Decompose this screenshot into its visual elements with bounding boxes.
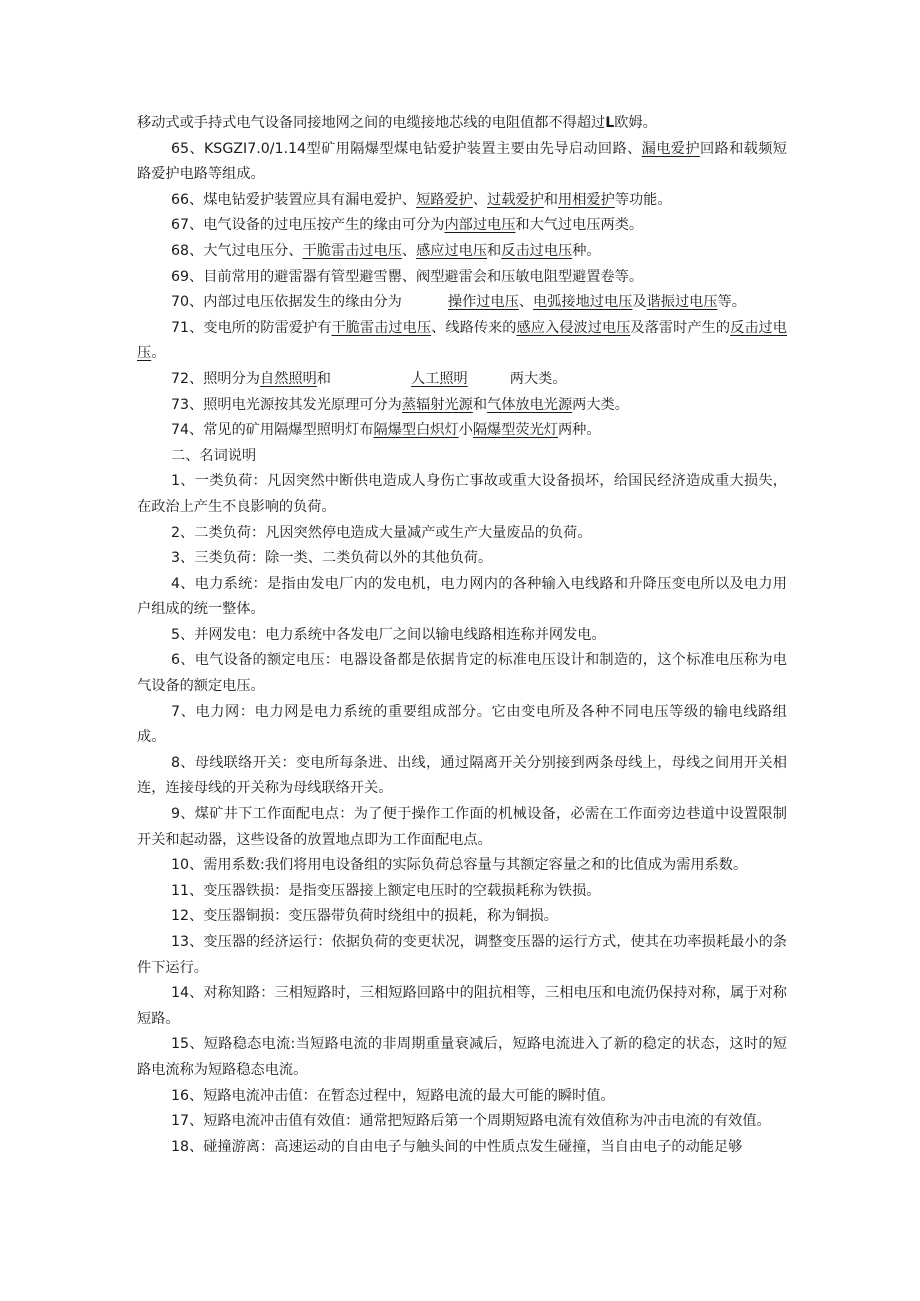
item-66 <box>137 188 787 214</box>
item-68 <box>137 239 787 265</box>
text: 74、常见的矿用隔爆型照明灯布 <box>171 422 374 439</box>
text: 和 <box>316 370 331 387</box>
definition-6: 6、电气设备的额定电压：电器设备都是依据肯定的标准电压设计和制造的，这个标准电压称为电气设备的额定电压。 <box>137 652 787 695</box>
definition-12: 12、变压器铜损：变压器带负荷时绕组中的损耗，称为铜损。 <box>171 908 558 925</box>
answer-blank: 电弧接地过电压 <box>533 294 633 311</box>
text: 等。 <box>717 294 746 311</box>
paragraph-64-continuation <box>137 111 787 137</box>
text: 、线路传来的 <box>431 319 517 336</box>
text: 、 <box>472 191 488 208</box>
definition-1: 1、一类负荷：凡因突然中断供电造成人身伤亡事故或重大设备损坏，给国民经济造成重大损失，在政治上产生不良影响的负荷。 <box>137 473 787 515</box>
text: 种。 <box>572 242 601 259</box>
definition-13: 13、变压器的经济运行：依据负荷的变更状况，调整变压器的运行方式，使其在功率损耗最小的条件下运行。 <box>137 934 787 976</box>
item-74 <box>137 418 787 444</box>
definition-4: 4、电力系统：是指由发电厂内的发电机，电力网内的各种输入电线路和升降压变电所以及电力用户组成的统一整体。 <box>137 575 787 618</box>
text: 小 <box>458 422 473 439</box>
item-72 <box>137 367 787 393</box>
answer-blank: 人工照明 <box>410 370 468 387</box>
item-73 <box>137 393 787 419</box>
definition-11: 11、变压器铁损：是指变压器接上额定电压时的空载损耗称为铁损。 <box>171 882 601 899</box>
answer-blank: 干脆雷击过电压 <box>331 319 432 336</box>
text: 。 <box>151 345 166 362</box>
answer-blank: 操作过电压 <box>447 294 519 311</box>
text: 72、照明分为 <box>171 370 260 387</box>
text: 两大类。 <box>572 396 629 413</box>
document-body <box>137 111 787 1160</box>
definition-8: 8、母线联络开关：变电所每条进、出线，通过隔离开关分别接到两条母线上，母线之间用开关相连，连接母线的开关称为母线联络开关。 <box>137 754 787 797</box>
text: 、 <box>401 242 417 259</box>
item-67 <box>137 213 787 239</box>
text: 71、变电所的防雷爱护有 <box>171 319 332 336</box>
text: 和 <box>472 396 488 413</box>
answer-blank: 漏电爱护 <box>641 140 700 157</box>
definition-15: 15、短路稳态电流:当短路电流的非周期重量衰减后，短路电流进入了新的稳定的状态，这时的短路电流称为短路稳态电流。 <box>137 1036 787 1078</box>
definition-3: 3、三类负荷：除一类、二类负荷以外的其他负荷。 <box>171 550 493 567</box>
answer-blank: 感应入侵波过电压 <box>516 319 631 336</box>
answer-blank: 反击过电压 <box>137 319 787 362</box>
definition-2: 2、二类负荷：凡因突然停电造成大量减产或生产大量废品的负荷。 <box>171 524 592 541</box>
answer-blank: 气体放电光源 <box>487 396 573 413</box>
answer-blank: 隔爆型荧光灯 <box>472 422 558 439</box>
answer-blank: 隔爆型白炽灯 <box>373 422 459 439</box>
text: 及 <box>632 294 647 311</box>
text: 和 <box>543 191 558 208</box>
definition-7: 7、电力网：电力网是电力系统的重要组成部分。它由变电所及各种不同电压等级的输电线路组成。 <box>137 703 787 746</box>
text: 等功能。 <box>614 191 672 208</box>
answer-blank: 自然照明 <box>260 370 317 387</box>
text: L <box>605 115 615 131</box>
text: 两大类。 <box>509 370 567 387</box>
text: 70、内部过电压依据发生的缘由分为 <box>171 294 402 311</box>
text: 、 <box>518 294 534 311</box>
text: 两种。 <box>557 422 601 439</box>
answer-blank: 用相爱护 <box>558 191 615 208</box>
definition-9: 9、煤矿井下工作面配电点：为了便于操作工作面的机械设备，必需在工作面旁边巷道中设置限制开关和起动器，这些设备的放置地点即为工作面配电点。 <box>137 806 787 848</box>
item-70 <box>137 290 787 316</box>
answer-blank: 感应过电压 <box>416 242 488 259</box>
item-65 <box>137 137 787 188</box>
text: 65、KSGZI7.0/1.14型矿用隔爆型煤电钻爱护装置主要由先导启动回路、 <box>171 140 642 157</box>
text: 66、煤电钻爱护装置应具有漏电爱护、 <box>171 191 417 208</box>
answer-blank: 过载爱护 <box>487 191 544 208</box>
text: 和 <box>487 242 502 259</box>
text: 和大气过电压两类。 <box>515 217 644 234</box>
definition-14: 14、对称知路：三相短路时，三相短路回路中的阻抗相等，三相电压和电流仍保持对称，属于对称短路。 <box>137 985 787 1027</box>
answer-blank: 短路爱护 <box>416 191 473 208</box>
definition-16: 16、短路电流冲击值：在暂态过程中，短路电流的最大可能的瞬时值。 <box>171 1087 615 1104</box>
answer-blank: 反击过电压 <box>501 242 573 259</box>
text: 68、大气过电压分、 <box>171 242 303 259</box>
definition-17: 17、短路电流冲击值有效值：通常把短路后第一个周期短路电流有效值称为冲击电流的有效值。 <box>171 1113 771 1130</box>
definition-5: 5、并网发电：电力系统中各发电厂之间以输电线路相连称并网发电。 <box>171 626 606 643</box>
section-heading: 二、名词说明 <box>171 447 257 464</box>
text: 欧姆。 <box>614 115 657 131</box>
text: 67、电气设备的过电压按产生的缘由可分为 <box>171 217 445 234</box>
text: 69、目前常用的避雷器有管型避雪罌、阀型避雷会和压敏电阻型避置卷等。 <box>171 268 644 285</box>
item-69 <box>137 265 787 291</box>
answer-blank: 内部过电压 <box>444 217 516 234</box>
answer-blank: 谐振过电压 <box>646 294 718 311</box>
definition-18: 18、碰撞游离：高速运动的自由电子与触头间的中性质点发生碰撞，当自由电子的动能足够 <box>171 1138 743 1155</box>
text: 73、照明电光源按其发光原理可分为 <box>171 396 402 413</box>
answer-blank: 干脆雷击过电压 <box>302 242 402 259</box>
text: 及落雷时产生的 <box>630 319 731 336</box>
item-71 <box>137 316 787 367</box>
text: 移动式或手持式电气设备同接地网之间的电缆接地芯线的电阻值都不得超过 <box>137 115 606 131</box>
answer-blank: 蒸辐射光源 <box>401 396 473 413</box>
text: 回路和载频短路爱护电路等组成。 <box>137 140 787 183</box>
definition-10: 10、需用系数:我们将用电设备组的实际负荷总容量与其额定容量之和的比值成为需用系数。 <box>171 857 748 874</box>
